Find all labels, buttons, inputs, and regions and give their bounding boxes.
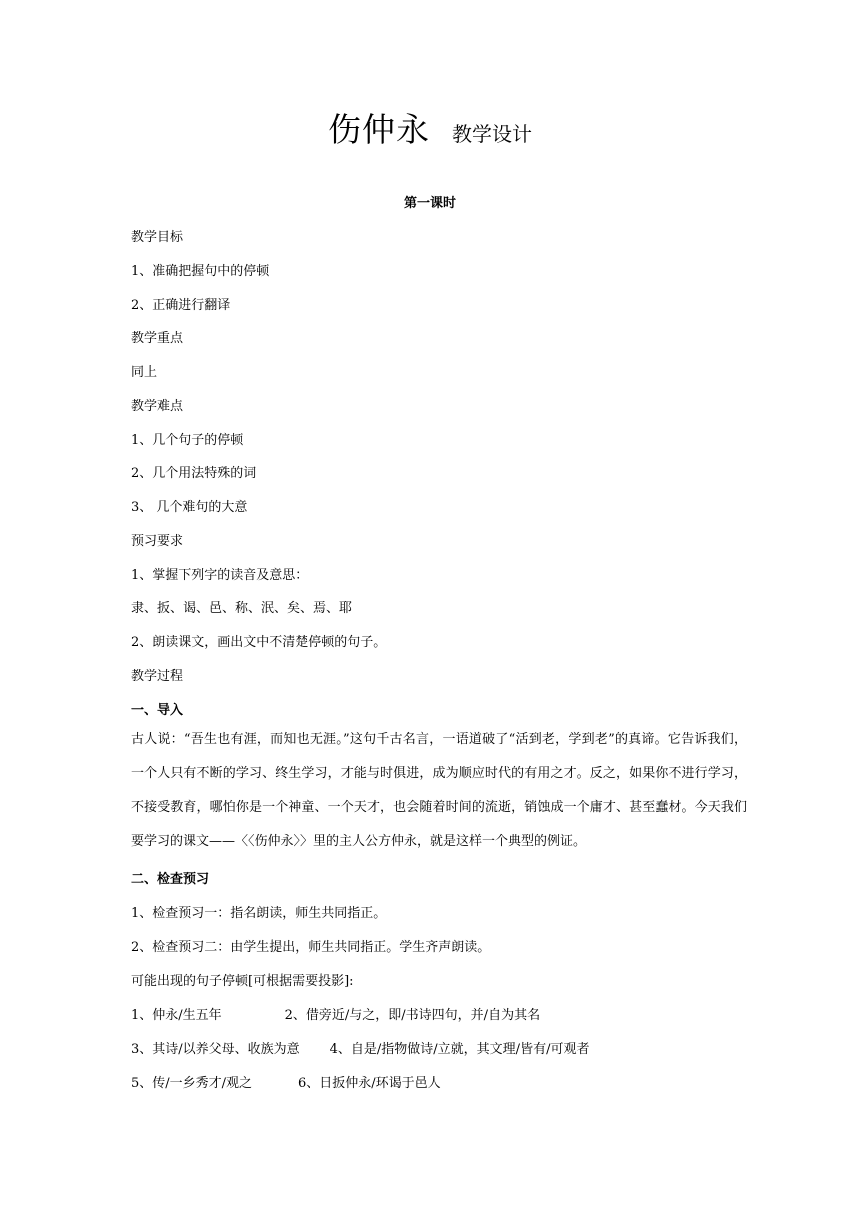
pause-row-2	[131, 1038, 589, 1057]
pause-4: 4、自是/指物做诗/立就，其文理/皆有/可观者	[329, 1042, 590, 1057]
heading-key-points: 教学重点	[131, 331, 184, 346]
key-points-text: 同上	[131, 365, 158, 380]
pause-6: 6、日扳仲永/环谒于邑人	[298, 1076, 441, 1091]
objective-2: 2、正确进行翻译	[131, 298, 231, 313]
pause-row-1	[131, 1004, 540, 1023]
pause-1: 1、仲永/生五年	[131, 1008, 222, 1023]
section-intro-heading: 一、导入	[131, 703, 184, 718]
difficulty-2: 2、几个用法特殊的词	[131, 466, 257, 481]
difficulty-1: 1、几个句子的停顿	[131, 433, 244, 448]
preview-2: 2、朗读课文，画出文中不清楚停顿的句子。	[131, 635, 387, 650]
title-sub: 教学设计	[452, 122, 532, 146]
heading-objectives: 教学目标	[131, 230, 184, 245]
preview-characters: 隶、扳、谒、邑、称、泯、矣、焉、耶	[131, 601, 353, 616]
check-2: 2、检查预习二：由学生提出，师生共同指正。学生齐声朗读。	[131, 940, 491, 955]
title-main: 伤仲永	[328, 110, 430, 149]
lesson-heading: 第一课时	[403, 196, 456, 211]
possible-pauses-label: 可能出现的句子停顿[可根据需要投影]:	[131, 974, 354, 989]
difficulty-3: 3、 几个难句的大意	[131, 500, 248, 515]
pause-row-3	[131, 1072, 441, 1091]
heading-difficulties: 教学难点	[131, 399, 184, 414]
pause-5: 5、传/一乡秀才/观之	[131, 1076, 253, 1091]
intro-paragraph: 古人说：“吾生也有涯，而知也无涯。”这句千古名言，一语道破了“活到老，学到老”的真谛。它告诉我们，一个人只有不断的学习、终生学习，才能与时俱进，成为顺应时代的有用之才。反之，如果你不进行学习，不接受教育，哪怕你是一个神童、一个天才，也会随着时间的流逝，销蚀成一个庸才、甚至蠢材。今天我们要学习的课文——〈〈伤仲永〉〉里的主人公方仲永，就是这样一个典型的例证。	[131, 732, 747, 849]
preview-1: 1、掌握下列字的读音及意思：	[131, 568, 309, 583]
heading-preview: 预习要求	[131, 534, 184, 549]
section-check-heading: 二、检查预习	[131, 872, 210, 887]
pause-2: 2、借旁近/与之，即/书诗四句，并/自为其名	[284, 1008, 541, 1023]
heading-process: 教学过程	[131, 669, 184, 684]
pause-3: 3、其诗/以养父母、收族为意	[131, 1042, 300, 1057]
document-title	[0, 104, 860, 151]
check-1: 1、检查预习一：指名朗读，师生共同指正。	[131, 906, 387, 921]
objective-1: 1、准确把握句中的停顿	[131, 264, 270, 279]
